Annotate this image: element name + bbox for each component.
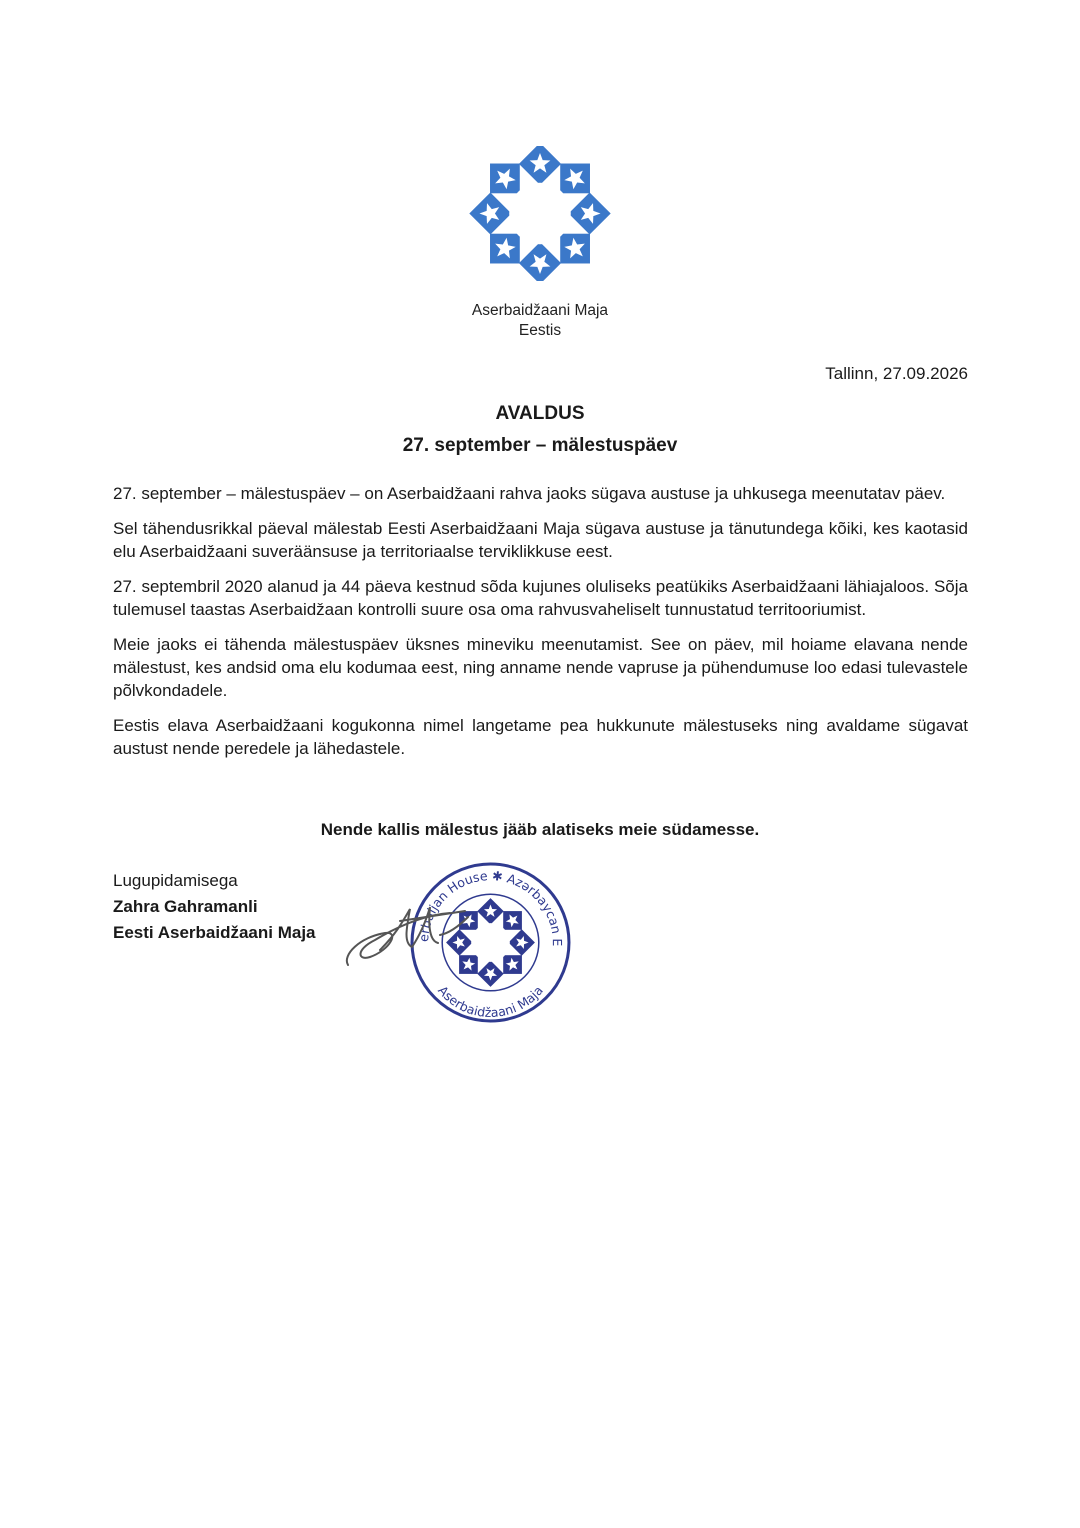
document-title: AVALDUS (495, 403, 585, 424)
date-line: Tallinn, 27.09.2026 (825, 364, 968, 383)
signatory-organization: Eesti Aserbaidžaani Maja (113, 923, 316, 942)
body-paragraph: Eestis elava Aserbaidžaani kogukonna nimel langetame pea hukkunute mälestuseks ning avaldame sügavat austust nende peredele ja lähedastele. (113, 716, 968, 758)
document-body (113, 482, 968, 772)
body-paragraph: Meie jaoks ei tähenda mälestuspäev üksnes mineviku meenutamist. See on päev, mil hoiame elavana nende mälestust, kes andsid oma elu kodumaa eest, ning anname nende vapruse ja pühendumuse loo edasi tulevastele põlvkondadele. (113, 635, 968, 700)
signature-greeting: Lugupidamisega (113, 871, 238, 890)
organization-name (0, 301, 1080, 341)
body-paragraph: Sel tähendusrikkal päeval mälestab Eesti Aserbaidžaani Maja sügava austuse ja tänutundega kõiki, kes kaotasid elu Aserbaidžaani suveräänsuse ja territoriaalse terviklikkuse eest. (113, 519, 968, 561)
handwritten-signature-icon (340, 895, 480, 975)
organization-logo-icon (465, 146, 615, 281)
svg-text:Aserbaidžaani Maja (435, 983, 546, 1020)
body-paragraph: 27. september – mälestuspäev – on Aserbaidžaani rahva jaoks sügava austuse ja uhkusega meenutatav päev. (113, 484, 946, 503)
stamp-text-top: erbaijan House ✱ Azərbaycan E (416, 867, 565, 947)
body-paragraph: 27. septembril 2020 alanud ja 44 päeva kestnud sõda kujunes oluliseks peatükiks Aserbaidžaani lähiajaloos. Sõja tulemusel taastas Aserbaidžaan kontrolli suure osa oma rahvusvaheliselt tunnustatud territooriumist. (113, 577, 968, 619)
closing-statement: Nende kallis mälestus jääb alatiseks meie südamesse. (320, 820, 760, 839)
organization-name-line2: Eestis (518, 322, 562, 339)
document-subtitle: 27. september – mälestuspäev (402, 435, 678, 456)
header-logo-block (0, 146, 1080, 341)
signatory-name: Zahra Gahramanli (113, 897, 258, 916)
organization-name-line1: Aserbaidžaani Maja (471, 302, 609, 319)
stamp-text-bottom: Aserbaidžaani Maja (435, 982, 546, 1021)
signature-block (113, 868, 316, 946)
